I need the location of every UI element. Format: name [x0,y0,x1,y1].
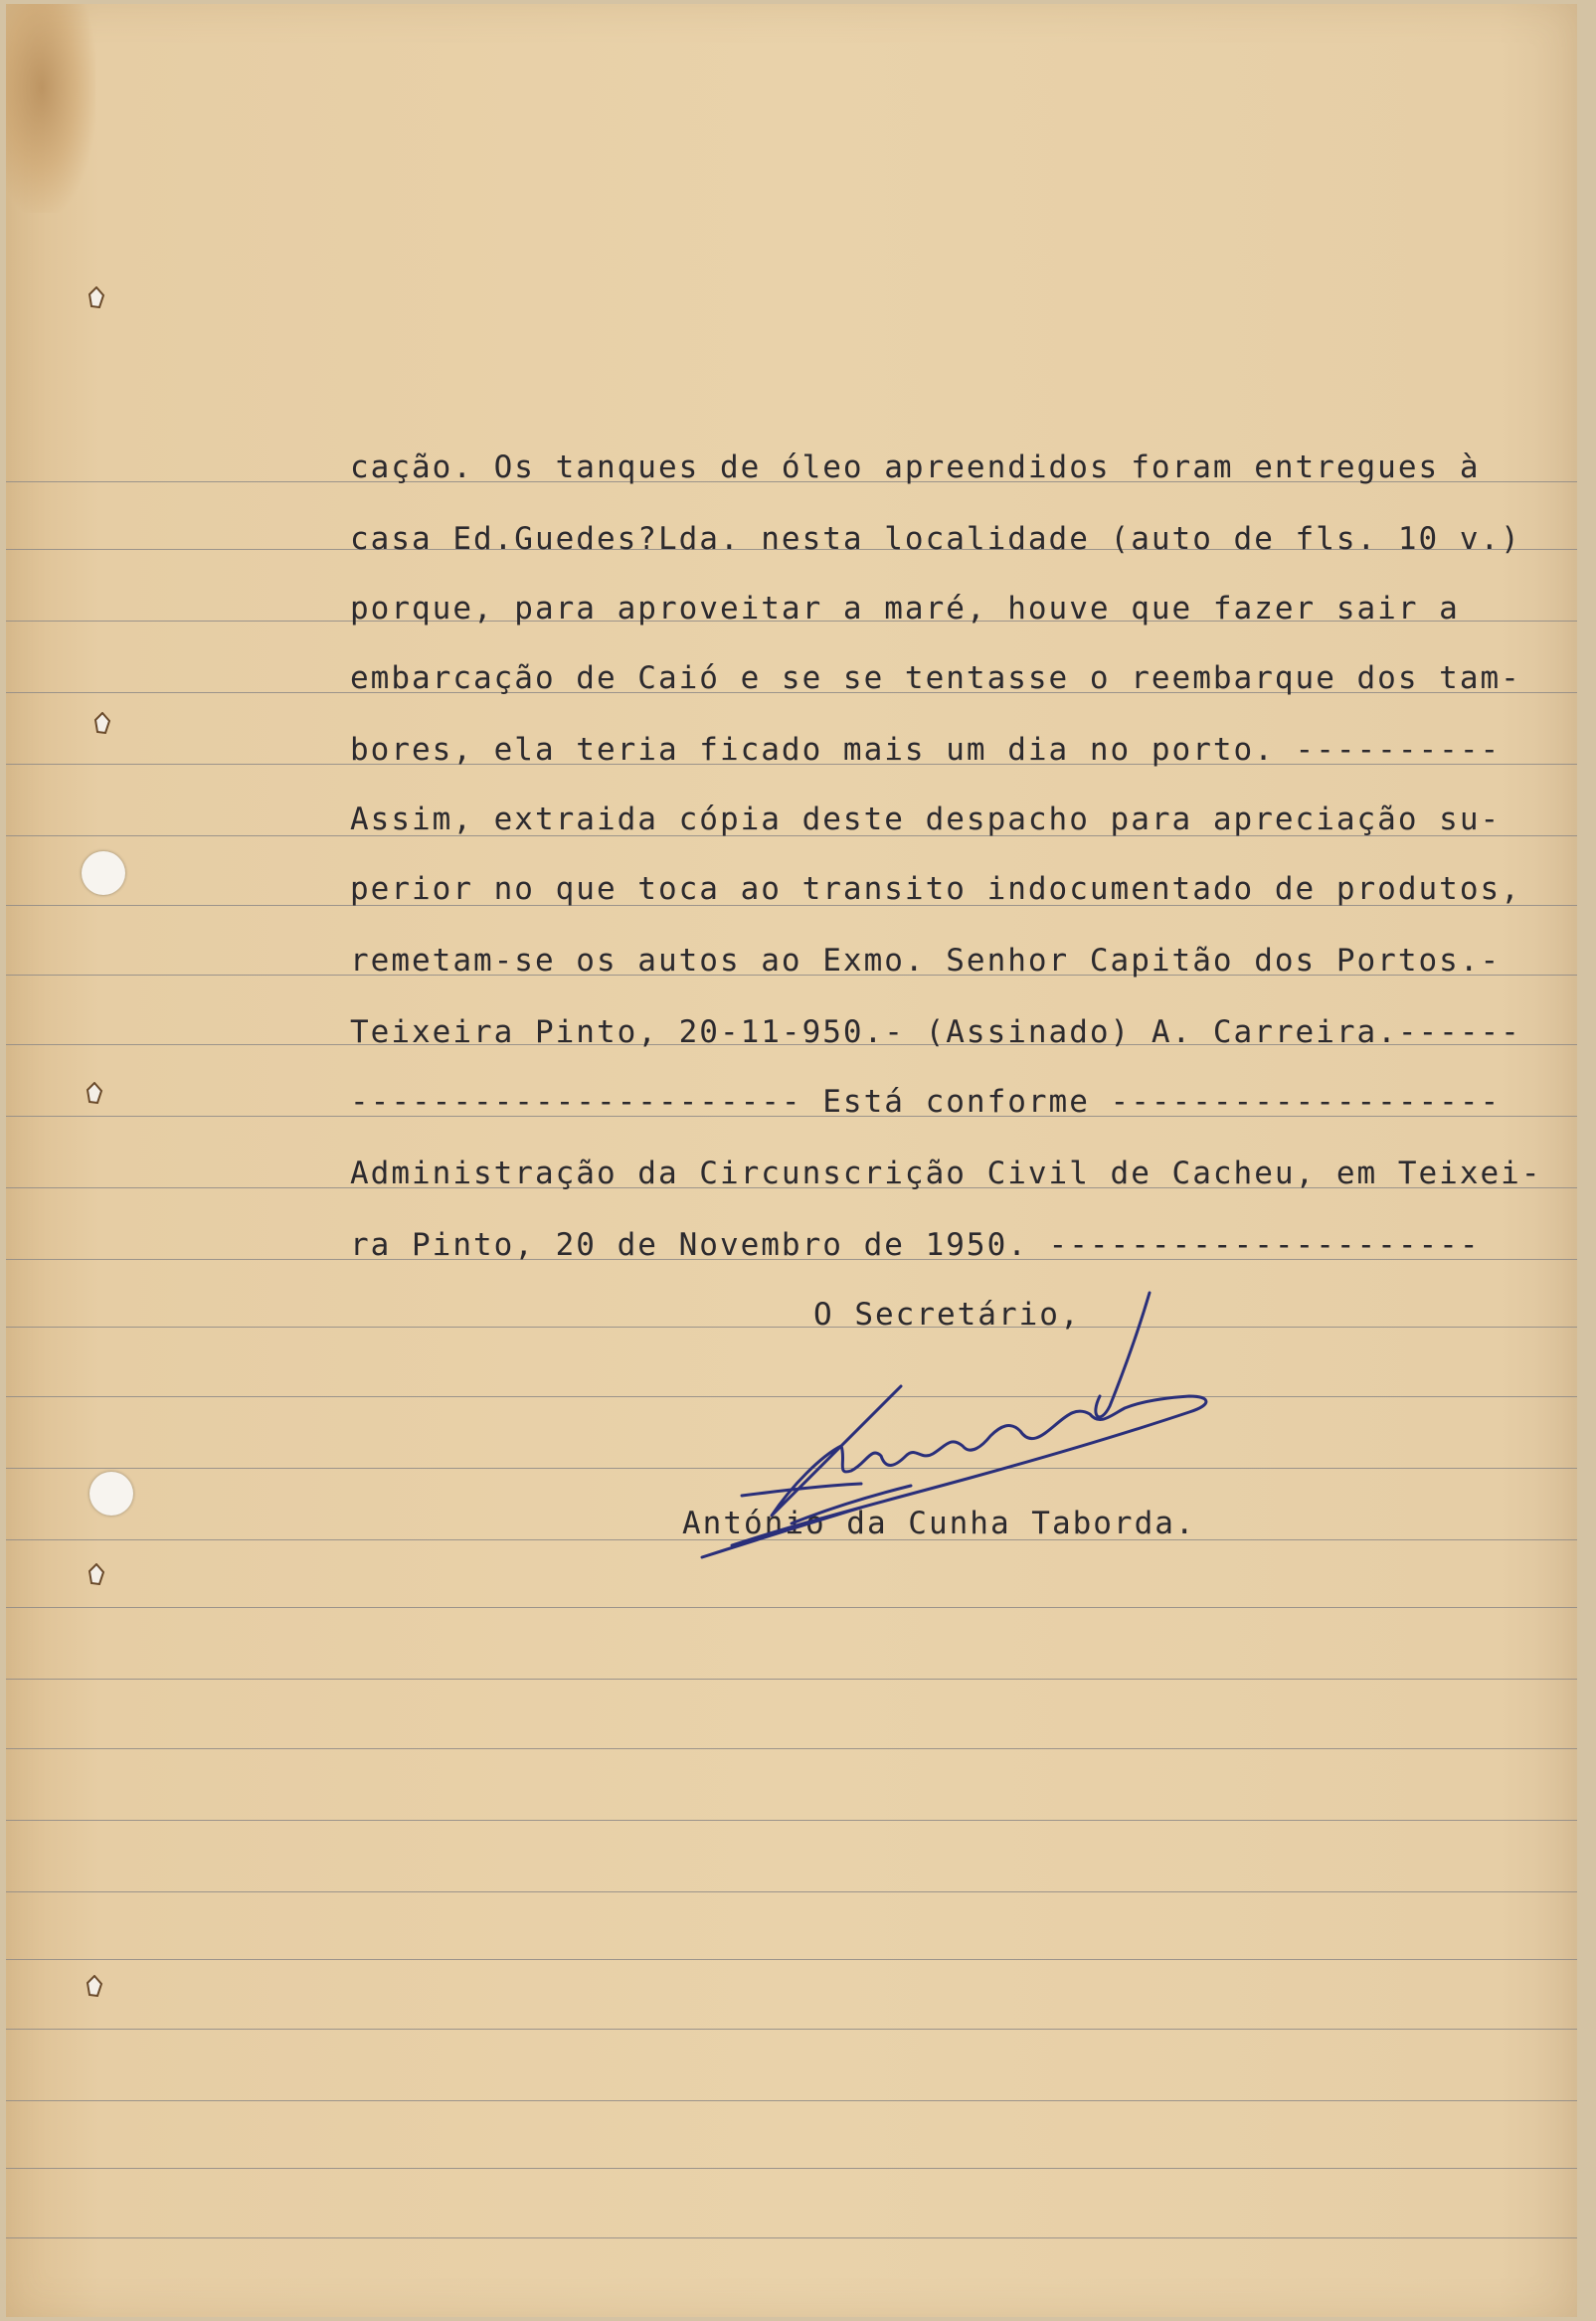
text-line: Teixeira Pinto, 20-11-950.- (Assinado) A. Carreira.------ [350,1014,1521,1050]
ruled-line [6,1959,1577,1960]
pin-hole-icon [88,1563,105,1585]
ruled-line [6,2029,1577,2030]
text-line: Administração da Circunscrição Civil de Cacheu, em Teixei- [350,1156,1542,1191]
ruled-line [6,1748,1577,1749]
pin-hole-icon [86,1975,103,1997]
ruled-line [6,2168,1577,2169]
pin-hole-icon [88,286,105,308]
punch-hole [82,851,125,895]
ruled-line [6,1679,1577,1680]
paper-stain [6,4,95,213]
ruled-line [6,1607,1577,1608]
text-line: perior no que toca ao transito indocumentado de produtos, [350,871,1521,907]
pin-hole-icon [86,1082,103,1104]
ruled-line [6,1891,1577,1892]
ruled-line [6,2100,1577,2101]
text-line: remetam-se os autos ao Exmo. Senhor Capitão dos Portos.- [350,943,1502,979]
punch-hole [89,1472,133,1516]
signatory-name: António da Cunha Taborda. [682,1506,1196,1541]
text-line: bores, ela teria ficado mais um dia no porto. ---------- [350,732,1502,768]
signature-icon [672,1287,1229,1575]
pin-hole-icon [93,712,111,734]
ruled-line [6,1820,1577,1821]
text-line: porque, para aproveitar a maré, houve que fazer sair a [350,591,1460,626]
text-line: Assim, extraida cópia deste despacho para apreciação su- [350,802,1502,837]
text-line: embarcação de Caió e se se tentasse o reembarque dos tam- [350,660,1521,696]
ruled-line [6,2237,1577,2238]
text-line: ---------------------- Está conforme ------------------- [350,1084,1502,1120]
closing-title: O Secretário, [813,1297,1081,1333]
text-line: ra Pinto, 20 de Novembro de 1950. --------------------- [350,1227,1481,1263]
text-line: cação. Os tanques de óleo apreendidos foram entregues à [350,449,1481,485]
paper-sheet [6,4,1577,2317]
text-line: casa Ed.Guedes?Lda. nesta localidade (auto de fls. 10 v.) [350,521,1521,557]
